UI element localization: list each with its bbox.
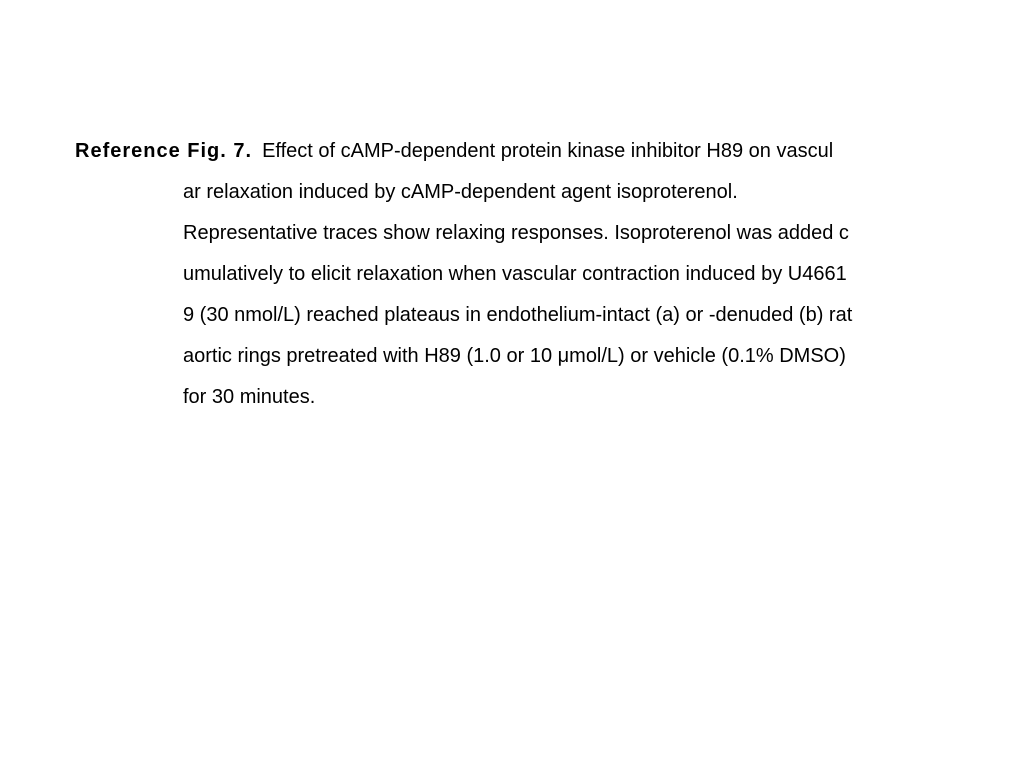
caption-line-1: [75, 139, 833, 163]
caption-text-line-2: ar relaxation induced by cAMP-dependent agent isoproterenol.: [183, 181, 738, 203]
caption-text-line-1: Effect of cAMP-dependent protein kinase inhibitor H89 on vascul: [262, 140, 834, 162]
caption-text-line-7: for 30 minutes.: [183, 386, 316, 408]
caption-text-line-6: aortic rings pretreated with H89 (1.0 or 10 μmol/L) or vehicle (0.1% DMSO): [183, 345, 846, 367]
figure-label: Reference Fig. 7.: [75, 140, 253, 162]
caption-text-line-3: Representative traces show relaxing responses. Isoproterenol was added c: [183, 222, 849, 244]
caption-text-line-5: 9 (30 nmol/L) reached plateaus in endothelium-intact (a) or -denuded (b) rat: [183, 304, 853, 326]
caption-text-line-4: umulatively to elicit relaxation when vascular contraction induced by U4661: [183, 263, 847, 285]
